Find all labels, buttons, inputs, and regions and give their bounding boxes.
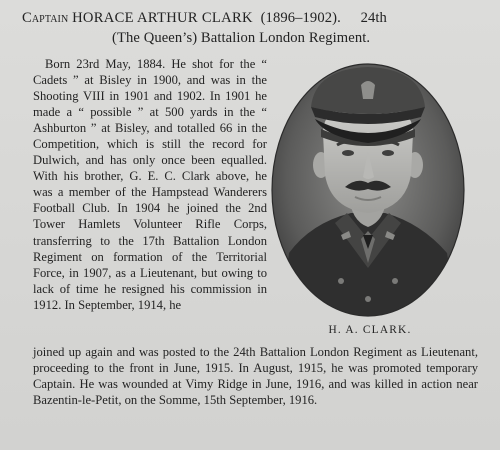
portrait-caption: H. A. CLARK. — [328, 324, 412, 336]
heading-name: HORACE ARTHUR CLARK — [72, 10, 253, 26]
heading-line-1 — [22, 8, 492, 28]
soldier-portrait-photo-icon — [271, 63, 465, 317]
biography-paragraph-end: joined up again and was posted to the 24th Battalion London Regiment as Lieutenant, proceeding to the front in June, 1915. In August, 1915, he was promoted temporary Captain. He was wounded at Vimy Ridge in June, 1916, and was killed in action near Bazentin-le-Petit, on the Somme, 15th September, 1916. — [33, 345, 478, 408]
biography-paragraph-start: Born 23rd May, 1884. He shot for the “ Cadets ” at Bisley in 1900, and was in the Shooting VIII in 1901 and 1902. In 1901 he made a “ possible ” at 500 yards in the “ Ashburton ” at Bisley, and totalled 66 in the Competition, which is still the record for Dulwich, and has only once been equalled. With his brother, G. E. C. Clark above, he was a member of the Hampstead Wanderers Football Club. In 1904 he joined the 2nd Tower Hamlets Volunteer Rifle Corps, transferring to the 17th Battalion London Regiment on formation of the Territorial Force, in 1907, as a Lieutenant, but owing to lack of time he resigned his commission in 1912. In September, 1914, he — [33, 57, 267, 312]
heading-line-2: (The Queen’s) Battalion London Regiment. — [112, 30, 371, 46]
heading-years: (1896–1902). — [260, 10, 341, 26]
entry-heading — [22, 8, 492, 48]
portrait-photo — [271, 63, 465, 317]
heading-unit-number: 24th — [360, 10, 387, 26]
biography-continuation — [33, 344, 478, 408]
heading-rank: Captain — [22, 10, 69, 26]
biography-column — [33, 56, 267, 313]
